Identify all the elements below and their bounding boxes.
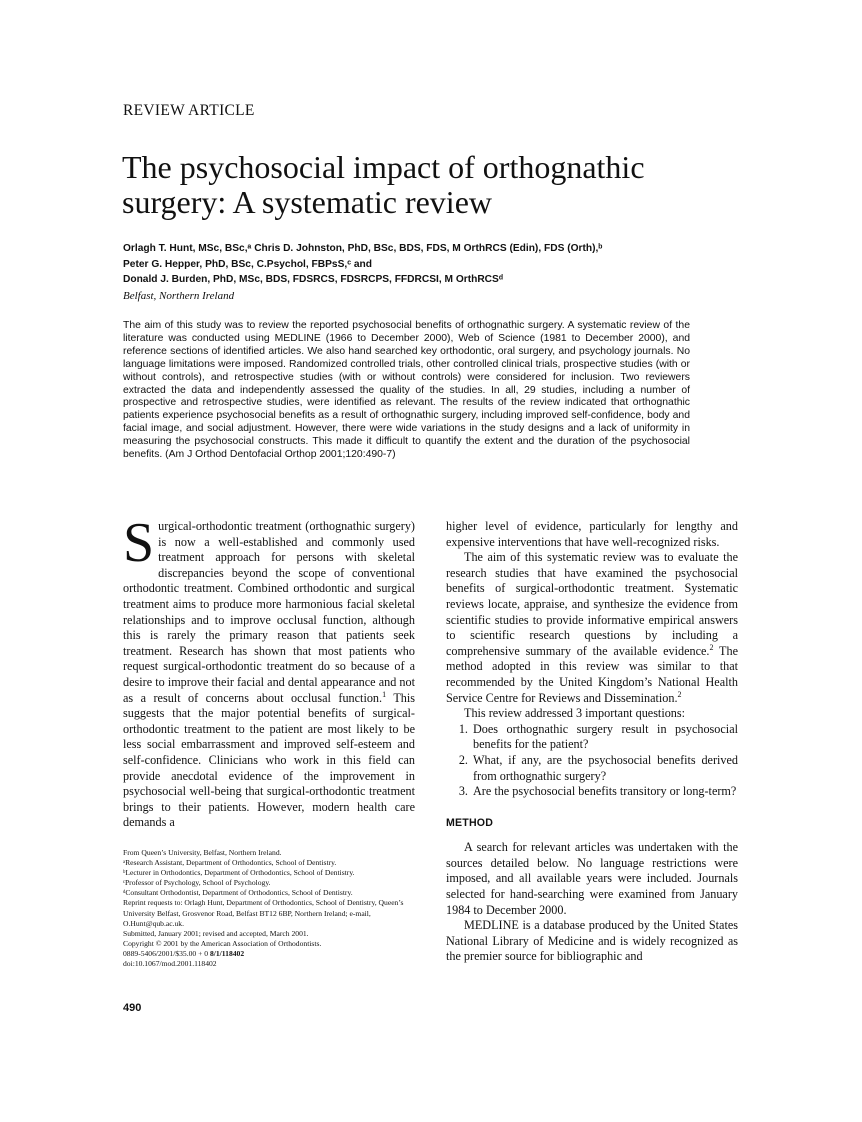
body-column-right [446,519,738,965]
footnotes [123,848,423,969]
question-item: 2. What, if any, are the psychosocial benefits derived from orthognathic surgery? [471,753,738,784]
body-paragraph: A search for relevant articles was undertaken with the sources detailed below. No language restrictions were imposed, and all available years were included. Journals selected for hand-searching were examined from January 1984 to December 2000. [446,840,738,917]
footnote-issn [123,949,423,959]
footnote: Submitted, January 2001; revised and accepted, March 2001. [123,928,309,938]
body-paragraph: higher level of evidence, particularly for lengthy and expensive interventions that have well-recognized risks. [446,519,738,549]
body-column-left [123,512,415,831]
body-text: The aim of this systematic review was to evaluate the research studies that have examined the psychosocial benefits of surgical-orthodontic treatment. Systematic reviews locate, appraise, and synthesize the evidence from scientific studies to provide informative empirical answers to scientific research questions by including a comprehensive summary of the available evidence. [446,550,738,658]
article-title: The psychosocial impact of orthognathic surgery: A systematic review [122,149,645,220]
author-affiliation: Belfast, Northern Ireland [123,290,235,302]
body-paragraph [446,550,738,706]
body-text: This suggests that the major potential benefits of surgical-orthodontic treatment to the patient are most likely to be less social embarrassment and improved self-esteem and self-confidence. Clinicians who work in this field can provide anecdotal evidence of the improvement in psychosocial well-being that surgical-orthodontic treatment brings to their patients. However, modern health care demands a [123,690,415,830]
section-label: REVIEW ARTICLE [123,102,255,119]
drop-cap: S [123,512,155,574]
author-line: Peter G. Hepper, PhD, BSc, C.Psychol, FBPsS,ᶜ and [123,258,373,270]
issn-text: 0889-5406/2001/$35.00 + 0 [123,948,210,958]
question-item: 3. Are the psychosocial benefits transitory or long-term? [471,784,738,800]
question-list [446,722,738,800]
author-list [123,241,763,288]
citation-ref: 1 [382,689,387,699]
footnote-reprint: Reprint requests to: Orlagh Hunt, Department of Orthodontics, School of Dentistry, Queen’s University Belfast, Grosvenor Road, Belfast BT12 6BP, Northern Ireland; e-mail, O.Hunt@qub.ac.uk. [123,898,404,928]
body-paragraph: MEDLINE is a database produced by the United States National Library of Medicine and is widely recognized as the premier source for bibliographic and [446,918,738,964]
citation-ref: 2 [709,642,714,652]
footnote: Copyright © 2001 by the American Association of Orthodontists. [123,938,322,948]
footnote-doi: doi:10.1067/mod.2001.118402 [123,959,217,969]
abstract: The aim of this study was to review the reported psychosocial benefits of orthognathic surgery. A systematic review of the literature was conducted using MEDLINE (1966 to December 2000), Web of Science (1981 to December 2000), and reference sections of identified articles. We also hand searched key orthodontic, oral surgery, and psychology journals. No language limitations were imposed. Randomized controlled trials, other controlled clinical trials, prospective studies (with or without controls), and retrospective studies (with or without controls) were considered for inclusion. Two reviewers extracted the data and independently assessed the quality of the studies. In all, 29 studies, including a number of prospective and retrospective studies, were identified as relevant. The results of the review indicated that orthognathic patients experience psychosocial benefits as a result of orthognathic surgery, including improved self-confidence, body and facial image, and social adjustment. However, there were wide variations in the study designs and a lack of uniformity in measuring the psychosocial constructs. This made it difficult to quantify the extent and the duration of the psychosocial benefits. (Am J Orthod Dentofacial Orthop 2001;120:490-7) [123,320,690,461]
section-heading-method: METHOD [446,816,494,829]
issn-code: 8/1/118402 [209,948,245,958]
body-paragraph: This review addressed 3 important questions: [464,706,686,721]
author-line: Donald J. Burden, PhD, MSc, BDS, FDSRCS, FDSRCPS, FFDRCSI, M OrthRCSᵈ [123,274,503,285]
author-line: Orlagh T. Hunt, MSc, BSc,ᵃ Chris D. Johnston, PhD, BSc, BDS, FDS, M OrthRCS (Edin), FDS (Orth),ᵇ [123,243,603,254]
footnote: From Queen’s University, Belfast, Northern Ireland. [123,848,282,857]
body-paragraph [123,512,415,831]
citation-ref: 2 [677,689,682,699]
footnote: ᶜProfessor of Psychology, School of Psychology. [123,878,271,888]
footnote: ᵇLecturer in Orthodontics, Department of Orthodontics, School of Dentistry. [123,868,355,878]
question-item: 1. Does orthognathic surgery result in psychosocial benefits for the patient? [471,722,738,753]
body-text: urgical-orthodontic treatment (orthognathic surgery) is now a well-established and commonly used treatment approach for persons with skeletal discrepancies beyond the scope of conventional orthodontic treatment. Combined orthodontic and surgical treatment aims to produce more harmonious facial skeletal relationships and to improve occlusal function, although this is rarely the primary reason that patients seek treatment. Research has shown that most patients who request surgical-orthodontic treatment do so because of a desire to improve their facial and dental appearance and not as a result of concerns about occlusal function. [123,519,415,705]
footnote: ᵈConsultant Orthodontist, Department of Orthodontics, School of Dentistry. [123,888,353,898]
footnote: ᵃResearch Assistant, Department of Orthodontics, School of Dentistry. [123,858,337,868]
page-number: 490 [123,1002,142,1014]
body-text: The method adopted in this review was similar to that recommended by the United Kingdom’s National Health Service Centre for Reviews and Dissemination. [446,643,738,705]
